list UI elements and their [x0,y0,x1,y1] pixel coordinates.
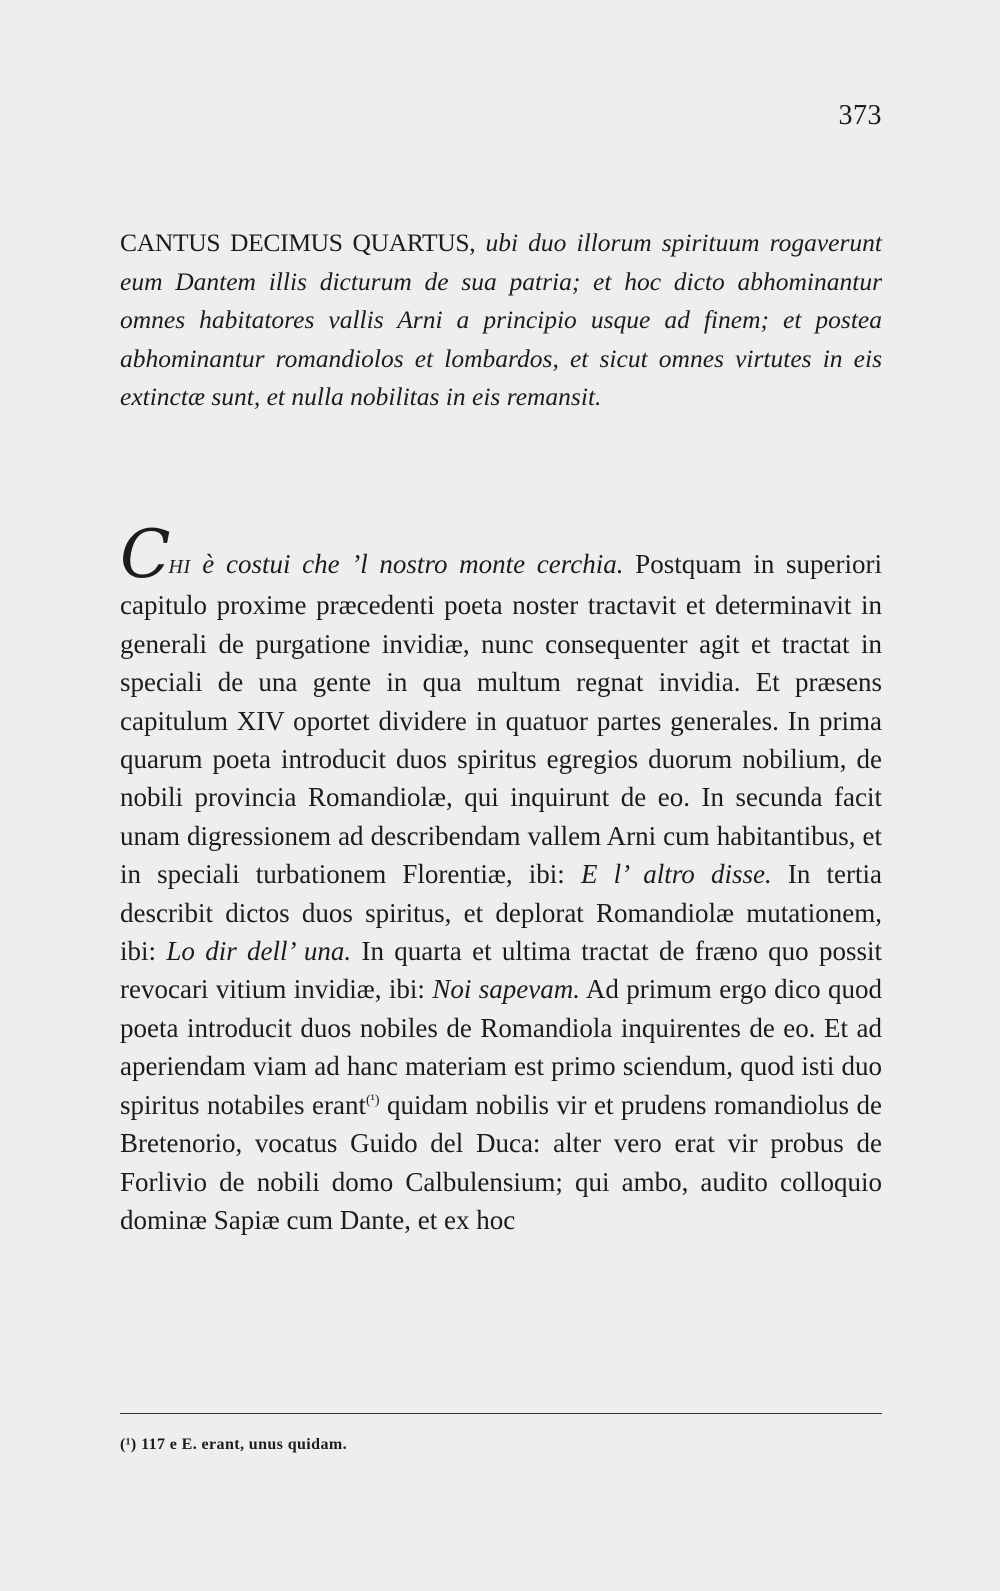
page-number: 373 [838,100,882,131]
rubric-caps: CANTUS DECIMUS QUARTUS, [120,228,476,257]
drop-cap: C [120,516,171,593]
incipit-quote: è costui che ’l nostro monte cerchia. [202,549,624,579]
paragraph-part-5: quidam nobilis vir et prudens romandiolus de Bretenorio, vocatus Guido del Duca: alter vero erat vir probus de Forlivio de nobili domo Calbulensium; qui ambo, audito colloquio dominæ Sapiæ cum Dante, et ex hoc [120,1089,882,1235]
canto-rubric [120,224,882,417]
footnote [120,1436,882,1454]
citation-2: Lo dir dell’ una. [166,936,352,967]
footnote-text: 117 e E. erant, unus quidam. [141,1436,347,1453]
footnote-divider [120,1413,882,1414]
rubric-text: ubi duo illorum spirituum rogaverunt eum Dantem illis dicturum de sua patria; et hoc dicto abhominantur omnes habitatores vallis Arni a principio usque ad finem; et postea abhominantur romandiolos et lombardos, et sicut omnes virtutes in eis extinctæ sunt, et nulla nobilitas in eis remansit. [120,228,882,412]
citation-3: Noi sapevam. [432,974,580,1005]
paragraph-part-1: Postquam in superiori capitulo proxime præcedenti poeta noster tractavit et determinavit in generali de purgatione invidiæ, nunc consequenter agit et tractat in speciali de una gente in qua multum regnat invidia. Et præsens capitulum XIV oportet dividere in quatuor partes generales. In prima quarum poeta introducit duos spiritus egregios duorum nobilium, de nobili provincia Romandiolæ, qui inquirunt de eo. In secunda facit unam digressionem ad describendam vallem Arni cum habitantibus, et in speciali turbationem Florentiæ, ibi: [120,549,883,890]
footnote-reference: (¹) [365,1092,380,1108]
paragraph-part-4: Ad primum ergo dico quod poeta introducit duos nobiles de Romandiola inquirentes de eo. Et ad aperiendam viam ad hanc materiam est primo sciendum, quod isti duo spiritus notabiles erant [120,974,882,1120]
paragraph-part-3: In quarta et ultima tractat de fræno quo possit revocari vitium invidiæ, ibi: [120,936,883,1005]
citation-1: E l’ altro disse. [580,859,772,890]
footnote-mark: (¹) [120,1436,137,1453]
incipit-small-caps: HI [168,556,191,578]
commentary-text [120,516,883,1239]
paragraph-part-2: In tertia describit dictos duos spiritus, et deplorat Romandiolæ mutationem, ibi: [120,859,882,967]
